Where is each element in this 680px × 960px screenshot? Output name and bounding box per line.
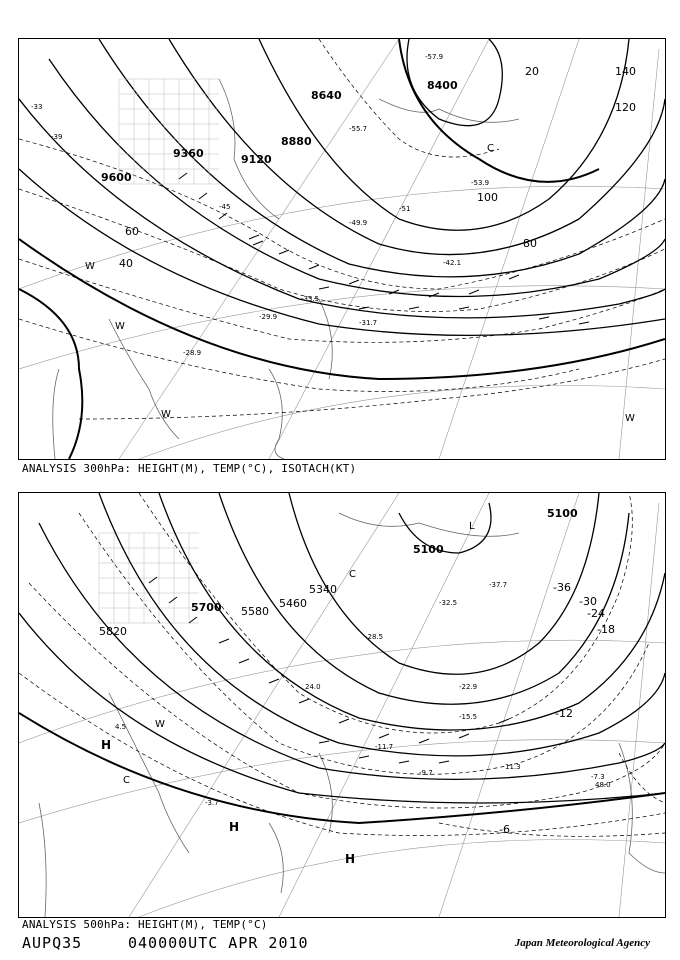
height-label: 9360 bbox=[173, 147, 204, 160]
temp-value: -31.7 bbox=[359, 319, 378, 327]
temp-value: -51 bbox=[399, 205, 411, 213]
cold-symbol: C bbox=[487, 143, 494, 154]
temp-value: -55.7 bbox=[349, 125, 368, 133]
temp-value: 24.0 bbox=[305, 683, 321, 691]
isotach-label: 80 bbox=[523, 237, 537, 250]
cold-symbol: C bbox=[349, 569, 356, 580]
height-label: 8880 bbox=[281, 135, 312, 148]
temp-value: -39 bbox=[51, 133, 63, 141]
height-label: 8400 bbox=[427, 79, 458, 92]
temp-value: 4.5 bbox=[115, 723, 127, 731]
temp-value: -33.5 bbox=[301, 295, 320, 303]
low-pressure-symbol: L bbox=[469, 521, 475, 532]
graticule bbox=[19, 493, 665, 917]
height-label: 5820 bbox=[99, 625, 127, 638]
isotach-label: 140 bbox=[615, 65, 636, 78]
isotach-label: 120 bbox=[615, 101, 636, 114]
temp-value: -22.9 bbox=[459, 683, 478, 691]
height-label: 9600 bbox=[101, 171, 132, 184]
temp-value: -9.7 bbox=[419, 769, 433, 777]
height-label: 5460 bbox=[279, 597, 307, 610]
map-panel-300hpa bbox=[18, 38, 666, 460]
isotherm-label: -24 bbox=[587, 607, 605, 620]
temp-value: -37.7 bbox=[489, 581, 508, 589]
isotach-label: 100 bbox=[477, 191, 498, 204]
jet-axis bbox=[19, 39, 665, 459]
isotherms bbox=[19, 493, 665, 836]
isotherm-label: -30 bbox=[579, 595, 597, 608]
temp-value: -57.9 bbox=[425, 53, 444, 61]
high-pressure-symbol: H bbox=[101, 738, 112, 752]
height-label: 8640 bbox=[311, 89, 342, 102]
temp-value: -3.7 bbox=[205, 799, 219, 807]
high-pressure-symbol: H bbox=[229, 820, 240, 834]
height-label: 5580 bbox=[241, 605, 269, 618]
temp-value: -32.5 bbox=[439, 599, 458, 607]
map-500hpa-canvas bbox=[19, 493, 665, 917]
valid-time: 040000UTC APR 2010 bbox=[128, 934, 309, 952]
height-contours bbox=[19, 39, 665, 335]
temp-value: -28.5 bbox=[365, 633, 384, 641]
isotherm-label: -18 bbox=[597, 623, 615, 636]
temp-value: -45 bbox=[219, 203, 231, 211]
isotach-label: 40 bbox=[119, 257, 133, 270]
temp-value: -28.9 bbox=[183, 349, 202, 357]
temp-value: -15.5 bbox=[459, 713, 478, 721]
high-pressure-symbol: H bbox=[345, 852, 356, 866]
agency-name: Japan Meteorological Agency bbox=[514, 937, 650, 949]
isotach-label: 60 bbox=[125, 225, 139, 238]
temp-value: -42.1 bbox=[443, 259, 462, 267]
height-label: 5340 bbox=[309, 583, 337, 596]
height-label: 5100 bbox=[413, 543, 444, 556]
temp-value: -53.9 bbox=[471, 179, 490, 187]
warm-symbol: W bbox=[155, 719, 165, 730]
temp-value: -7.3 bbox=[591, 773, 605, 781]
chart-code: AUPQ35 bbox=[22, 934, 83, 952]
isotach-label: 20 bbox=[525, 65, 539, 78]
temp-value: 11.3 bbox=[505, 763, 521, 771]
temp-value: -33 bbox=[31, 103, 43, 111]
cold-symbol: C bbox=[123, 775, 130, 786]
map-300hpa-canvas bbox=[19, 39, 665, 459]
map-panel-500hpa bbox=[18, 492, 666, 918]
temp-value: -11.7 bbox=[375, 743, 394, 751]
warm-symbol: W bbox=[85, 261, 95, 272]
height-contours bbox=[19, 493, 665, 803]
temp-value: -29.9 bbox=[259, 313, 278, 321]
height-label: 9120 bbox=[241, 153, 272, 166]
height-label: 5700 bbox=[191, 601, 222, 614]
caption-300hpa: ANALYSIS 300hPa: HEIGHT(M), TEMP(°C), ISOTACH(KT) bbox=[22, 462, 357, 475]
height-label: 5100 bbox=[547, 507, 578, 520]
temp-value: -49.9 bbox=[349, 219, 368, 227]
warm-symbol: W bbox=[115, 321, 125, 332]
graticule bbox=[19, 39, 665, 459]
temp-value: 48.0 bbox=[595, 781, 611, 789]
isotherm-label: -12 bbox=[555, 707, 573, 720]
warm-symbol: W bbox=[161, 409, 171, 420]
isotherm-label: -6 bbox=[499, 823, 510, 836]
caption-500hpa: ANALYSIS 500hPa: HEIGHT(M), TEMP(°C) bbox=[22, 918, 268, 931]
isotherm-label: -36 bbox=[553, 581, 571, 594]
warm-symbol: W bbox=[625, 413, 635, 424]
